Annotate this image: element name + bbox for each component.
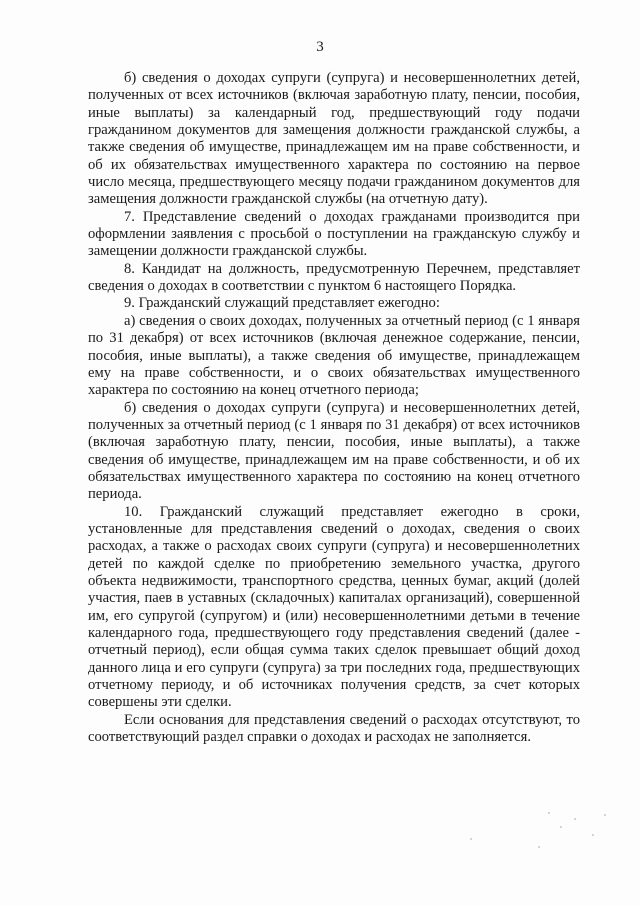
paragraph-6b: б) сведения о доходах супруги (супруга) и несовершеннолетних детей, полученных от всех источников (включая заработную плату, пенсии, пособия, иные выплаты) за календарный год, предшествующий году подачи гражданином документов для замещения должности гражданской службы, а также сведения об имуществе, принадлежащем им на праве собственности, и об их обязательствах имущественного характера по состоянию на первое число месяца, предшествующего месяцу подачи гражданином документов для замещения должности гражданской службы (на отчетную дату). bbox=[88, 70, 580, 208]
scan-speck bbox=[470, 838, 472, 840]
paragraph-9: 9. Гражданский служащий представляет ежегодно: bbox=[124, 295, 440, 312]
scan-speck bbox=[592, 834, 594, 836]
scan-speck bbox=[538, 846, 540, 848]
document-body bbox=[88, 70, 580, 746]
page-number: 3 bbox=[316, 39, 324, 55]
paragraph-10: 10. Гражданский служащий представляет ежегодно в сроки, установленные для представления сведений о доходах, сведения о своих расходах, а также о расходах своих супруги (супруга) и несовершеннолетних детей по каждой сделке по приобретению земельного участка, другого объекта недвижимости, транспортного средства, ценных бумаг, акций (долей участия, паев в уставных (складочных) капиталах организаций), совершенной им, его супругой (супругом) и (или) несовершеннолетними детьми в течение календарного года, предшествующего году представления сведений (далее - отчетный период), если общая сумма таких сделок превышает общий доход данного лица и его супруги (супруга) за три последних года, предшествующих отчетному периоду, и об источниках получения средств, за счет которых совершены эти сделки. bbox=[88, 503, 580, 711]
paragraph-9b: б) сведения о доходах супруги (супруга) и несовершеннолетних детей, полученных за отчетный период (с 1 января по 31 декабря) от всех источников (включая заработную плату, пенсии, пособия, иные выплаты), а также сведения об имуществе, принадлежащем им на праве собственности, и об их обязательствах имущественного характера по состоянию на конец отчетного периода. bbox=[88, 399, 580, 503]
paragraph-10-note: Если основания для представления сведений о расходах отсутствуют, то соответствующий раздел справки о доходах и расходах не заполняется. bbox=[88, 711, 580, 746]
scan-speck bbox=[560, 826, 562, 828]
scan-speck bbox=[604, 814, 606, 816]
paragraph-8: 8. Кандидат на должность, предусмотренную Перечнем, представляет сведения о доходах в соответствии с пунктом 6 настоящего Порядка. bbox=[88, 260, 580, 295]
scan-speck bbox=[574, 818, 576, 820]
scan-speck bbox=[548, 812, 550, 814]
paragraph-9a: а) сведения о своих доходах, полученных за отчетный период (с 1 января по 31 декабря) от всех источников (включая денежное содержание, пенсии, пособия, иные выплаты), а также сведения об имуществе, принадлежащем ему на праве собственности, и о своих обязательствах имущественного характера по состоянию на конец отчетного периода; bbox=[88, 312, 580, 399]
paragraph-7: 7. Представление сведений о доходах гражданами производится при оформлении заявления с просьбой о поступлении на гражданскую службу и замещении должности гражданской службы. bbox=[88, 208, 580, 260]
